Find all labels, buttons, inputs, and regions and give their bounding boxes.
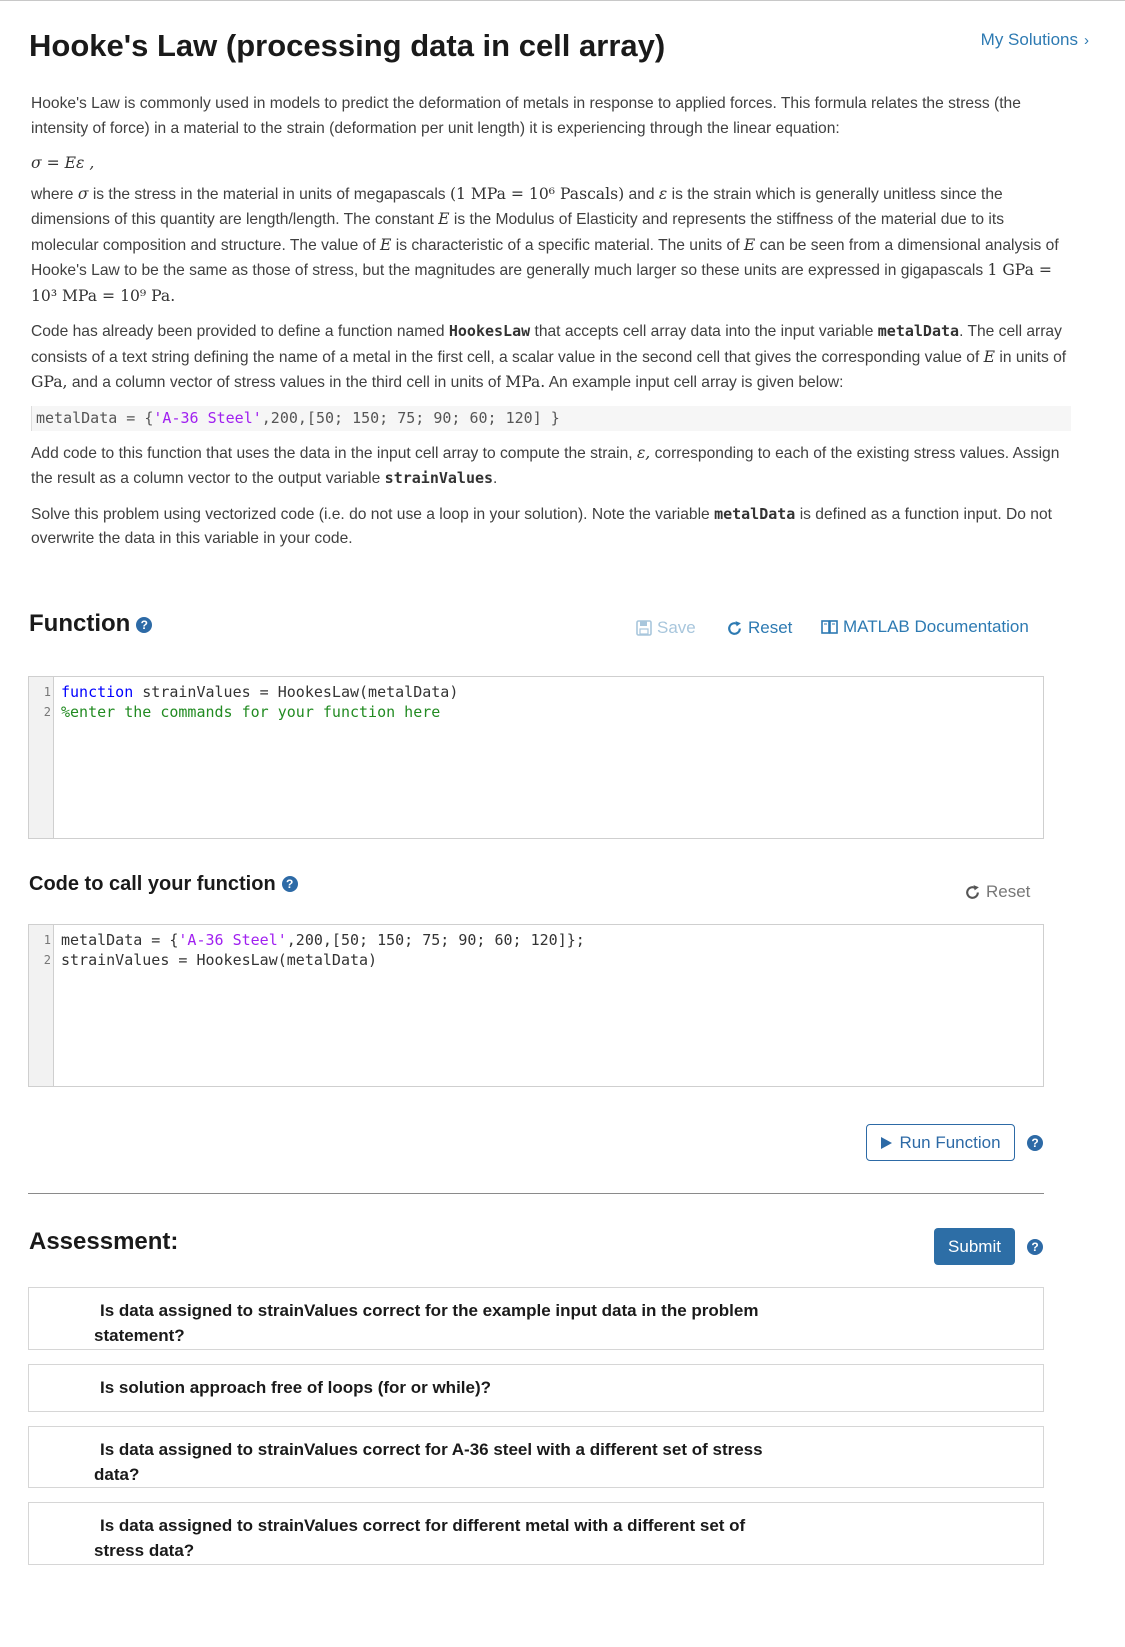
help-icon[interactable]: ? (136, 617, 152, 633)
my-solutions-link[interactable] (981, 30, 1089, 50)
text: . The cell array consists of a text string defining the name of a metal in the first cell, a scalar value in the second cell that gives the corresponding value of (31, 323, 1062, 366)
text: where (31, 185, 74, 203)
reset-label: Reset (748, 618, 793, 637)
reset-function-button[interactable] (726, 618, 792, 638)
variable-name: metalData (714, 504, 796, 523)
text: corresponding to each of the existing stress values. Assign the result as a column vector to the output variable (31, 444, 1060, 487)
assessment-item[interactable] (28, 1364, 1044, 1412)
text: An example input cell array is given below: (548, 374, 844, 391)
section-divider (28, 1193, 1044, 1194)
description-paragraph-1: Hooke's Law is commonly used in models to predict the deformation of metals in response to applied forces. This formula relates the stress (the intensity of force) in a material to the strain (deformation per unit length) it is experiencing through the linear equation: (31, 95, 1021, 137)
description-paragraph-3 (31, 182, 1071, 310)
text: Code has already been provided to define a function named (31, 323, 445, 340)
function-code-editor[interactable] (28, 676, 1044, 839)
description-paragraph-5 (31, 441, 1071, 492)
hookes-equation: σ = Eε , (31, 154, 95, 172)
text: is characteristic of a specific material. The units of (395, 236, 740, 254)
text: Solve this problem using vectorized code (i.e. do not use a loop in your solution). Note the variable (31, 505, 710, 523)
problem-description (31, 92, 1071, 562)
docs-label: MATLAB Documentation (843, 617, 1029, 636)
reset-icon (726, 620, 743, 637)
run-function-button[interactable] (866, 1124, 1015, 1161)
help-icon[interactable]: ? (1027, 1239, 1043, 1255)
gpa-definition: 1 GPa = 10³ MPa = 10⁹ Pa. (31, 261, 1052, 305)
variable-name: strainValues (384, 469, 494, 487)
page-title: Hooke's Law (processing data in cell array) (29, 28, 666, 63)
assessment-item[interactable] (28, 1426, 1044, 1488)
chevron-right-icon: › (1084, 32, 1089, 49)
mpa-definition: (1 MPa = 10⁶ Pascals) (449, 184, 625, 203)
save-label: Save (657, 618, 696, 637)
e-symbol: E (438, 210, 450, 228)
sigma-symbol: σ (77, 184, 89, 203)
line-number: 2 (43, 705, 51, 719)
submit-button[interactable]: Submit (934, 1228, 1015, 1265)
play-icon (880, 1136, 893, 1150)
description-paragraph-4 (31, 319, 1071, 396)
assessment-item[interactable] (28, 1502, 1044, 1565)
text: and (628, 185, 655, 203)
code-line (29, 682, 1043, 702)
e-symbol: E (983, 347, 996, 366)
code-line (29, 950, 1043, 970)
mpa-unit: MPa. (505, 373, 546, 391)
line-number: 1 (43, 685, 51, 699)
top-border (0, 0, 1125, 1)
epsilon-symbol: ε (658, 184, 668, 203)
call-code-editor[interactable] (28, 924, 1044, 1087)
description-paragraph-6 (31, 502, 1071, 552)
matlab-documentation-link[interactable] (821, 617, 1029, 637)
text: is defined as a function input. Do not overwrite the data in this variable in your code. (31, 505, 1052, 547)
example-code-block (31, 406, 1071, 431)
code: metalData = { (36, 408, 154, 427)
variable-name: metalData (877, 322, 960, 340)
function-section-title (29, 610, 152, 638)
code: ,200,[50; 150; 75; 90; 60; 120] } (261, 408, 560, 427)
text: Add code to this function that uses the data in the input cell array to compute the strain, (31, 444, 633, 462)
floppy-disk-icon (636, 620, 652, 636)
gpa-unit: GPa, (31, 373, 68, 391)
text: is the stress in the material in units of megapascals (92, 185, 446, 203)
my-solutions-label: My Solutions (980, 30, 1078, 49)
epsilon-symbol: ε, (636, 443, 651, 462)
code-text: ,200,[50; 150; 75; 90; 60; 120]}; (286, 931, 585, 949)
e-symbol: E (380, 235, 392, 254)
assessment-item-text: Is data assigned to strainValues correct for different metal with a different set of stress data? (94, 1516, 746, 1560)
assessment-item[interactable] (28, 1287, 1044, 1350)
line-number: 2 (43, 953, 51, 967)
assessment-item-text: Is data assigned to strainValues correct for the example input data in the problem statement? (94, 1301, 759, 1345)
assessment-item-text: Is data assigned to strainValues correct for A-36 steel with a different set of stress data? (94, 1440, 763, 1484)
e-symbol: E (743, 235, 756, 254)
code-text: strainValues = HookesLaw(metalData) (61, 951, 378, 969)
call-section-title (29, 873, 298, 896)
line-number: 1 (43, 933, 51, 947)
assessment-item-text: Is solution approach free of loops (for or while)? (100, 1378, 492, 1397)
help-icon[interactable]: ? (1027, 1135, 1043, 1151)
code-comment: %enter the commands for your function here (61, 703, 441, 721)
assessment-title: Assessment: (29, 1228, 179, 1255)
help-icon[interactable]: ? (282, 876, 298, 892)
text: is the strain which is generally unitless since the dimensions of this quantity are length/length. The constant (31, 185, 1003, 228)
text: in units of (999, 348, 1067, 366)
code-string: 'A-36 Steel' (153, 408, 262, 427)
reset-call-button[interactable] (964, 882, 1030, 902)
code-text: strainValues = HookesLaw(metalData) (133, 683, 459, 701)
code-string: 'A-36 Steel' (178, 931, 287, 949)
text: and a column vector of stress values in the third cell in units of (71, 374, 501, 391)
text: that accepts cell array data into the input variable (534, 323, 874, 340)
code-line (29, 702, 1043, 722)
text: is the Modulus of Elasticity and represents the stiffness of the material due to its molecular composition and structure. The value of (31, 211, 1004, 254)
text: . (493, 470, 498, 487)
call-title-text: Code to call your function (29, 873, 276, 895)
reset-icon (964, 884, 981, 901)
function-name: HookesLaw (448, 322, 531, 340)
save-button[interactable] (636, 618, 696, 638)
code-text: metalData = { (61, 931, 179, 949)
run-function-label: Run Function (899, 1132, 1001, 1152)
reset-label: Reset (986, 882, 1031, 901)
code-keyword: function (61, 683, 134, 701)
function-title-text: Function (29, 610, 131, 637)
code-line (29, 930, 1043, 950)
book-icon (821, 619, 838, 635)
text: can be seen from a dimensional analysis of Hooke's Law to be the same as those of stress, but the magnitudes are generally much larger so these units are expressed in gigapascals (31, 236, 1059, 279)
